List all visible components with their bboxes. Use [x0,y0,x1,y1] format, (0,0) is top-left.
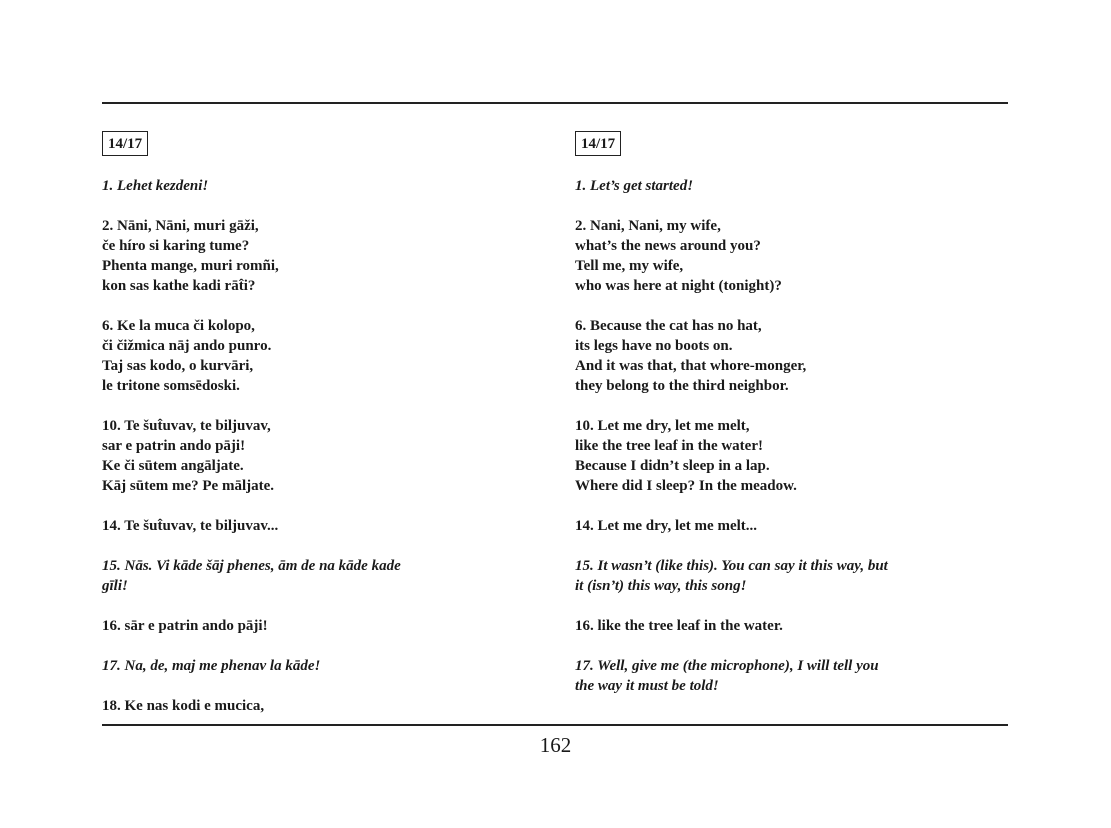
verse-line: what’s the news around you? [575,238,761,254]
verse-line: 17. Na, de, maj me phenav la kāde! [102,658,321,674]
stanza-list [575,176,1005,696]
verse-line: le tritone somsēdoski. [102,378,240,394]
verse-line: Tell me, my wife, [575,258,684,274]
verse-line: who was here at night (tonight)? [575,278,782,294]
verse-line: či čižmica nāj ando punro. [102,338,272,354]
verse-line: Taj sas kodo, o kurvāri, [102,358,254,374]
stanza [575,616,1005,636]
verse-line: 2. Nani, Nani, my wife, [575,218,721,234]
verse-line: it (isn’t) this way, this song! [575,578,747,594]
stanza [575,556,1005,596]
verse-line: 1. Let’s get started! [575,178,694,194]
verse-line: 6. Ke la muca či kolopo, [102,318,255,334]
stanza [102,696,522,716]
stanza [102,216,522,296]
stanza [102,416,522,496]
stanza [575,316,1005,396]
verse-line: če híro si karing tume? [102,238,250,254]
stanza [575,516,1005,536]
verse-line: 14. Let me dry, let me melt... [575,518,758,534]
verse-line: And it was that, that whore-monger, [575,358,807,374]
stanza [575,216,1005,296]
verse-line: Phenta mange, muri romñi, [102,258,279,274]
stanza [102,516,522,536]
verse-line: Ke či sūtem angāljate. [102,458,244,474]
translation-column [575,131,1005,716]
stanza [102,656,522,676]
stanza-list [102,176,522,716]
verse-line: 15. It wasn’t (like this). You can say it this way, but [575,558,888,574]
verse-line: 18. Ke nas kodi e mucica, [102,698,265,714]
verse-line: Because I didn’t sleep in a lap. [575,458,770,474]
top-rule [102,102,1008,104]
verse-line: 2. Nāni, Nāni, muri gāži, [102,218,259,234]
stanza [102,176,522,196]
original-text-column [102,131,522,736]
stanza [102,316,522,396]
bottom-rule [102,724,1008,726]
verse-line: sar e patrin ando pāji! [102,438,246,454]
verse-line: 15. Nās. Vi kāde šāj phenes, ām de na kāde kade [102,558,401,574]
verse-line: 16. like the tree leaf in the water. [575,618,783,634]
stanza [575,656,1005,696]
verse-line: kon sas kathe kadi rāt̂i? [102,278,256,294]
verse-line: 16. sār e patrin ando pāji! [102,618,268,634]
verse-line: 10. Let me dry, let me melt, [575,418,750,434]
page-number: 162 [539,733,572,757]
verse-line: 6. Because the cat has no hat, [575,318,762,334]
verse-line: 14. Te šut̂uvav, te biljuvav... [102,518,279,534]
verse-line: the way it must be told! [575,678,719,694]
stanza [575,176,1005,196]
stanza [102,556,522,596]
verse-line: gīli! [102,578,128,594]
verse-line: Kāj sūtem me? Pe māljate. [102,478,275,494]
verse-line: like the tree leaf in the water! [575,438,763,454]
section-tag: 14/17 [575,131,621,156]
verse-line: 10. Te šut̂uvav, te biljuvav, [102,418,271,434]
verse-line: 1. Lehet kezdeni! [102,178,209,194]
verse-line: 17. Well, give me (the microphone), I will tell you [575,658,879,674]
stanza [575,416,1005,496]
verse-line: Where did I sleep? In the meadow. [575,478,797,494]
verse-line: its legs have no boots on. [575,338,733,354]
verse-line: they belong to the third neighbor. [575,378,789,394]
section-tag: 14/17 [102,131,148,156]
stanza [102,616,522,636]
